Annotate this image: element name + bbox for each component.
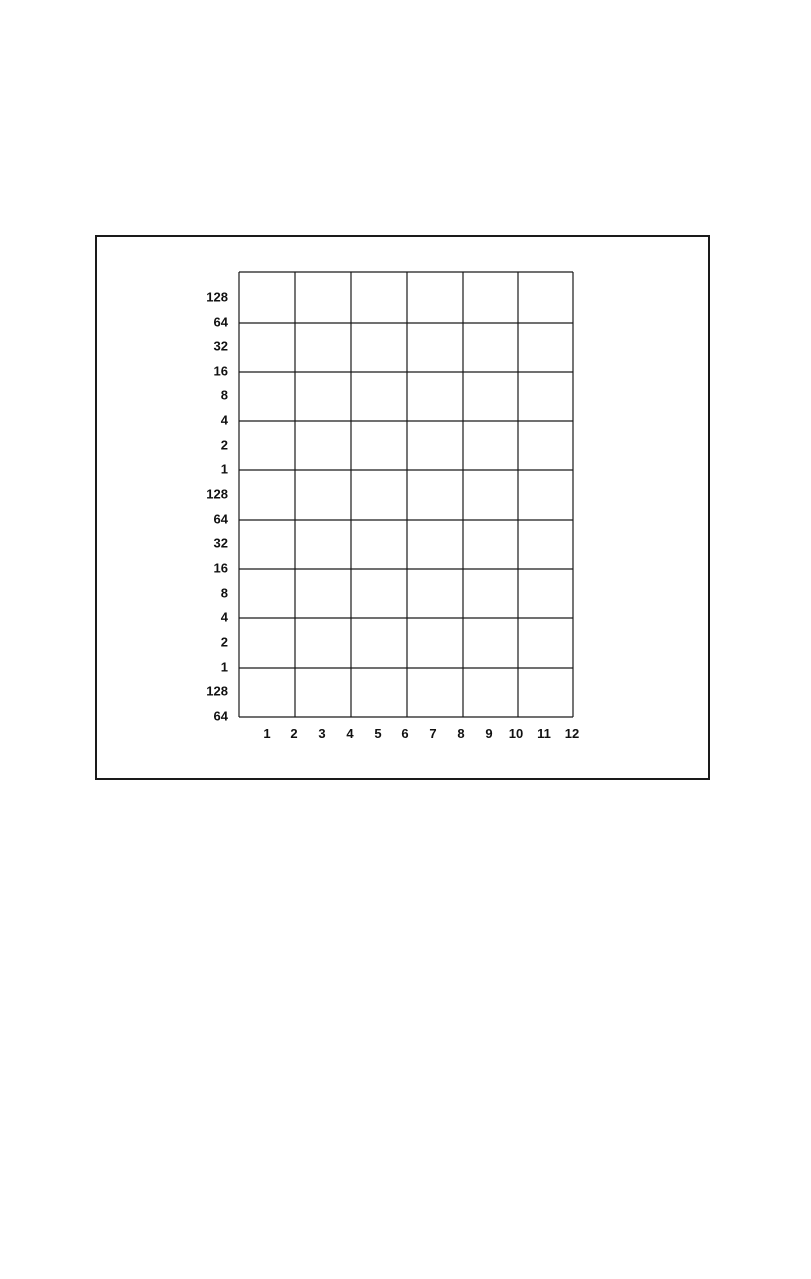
grid-lines: [239, 272, 573, 717]
column-number-label: 1: [263, 726, 271, 741]
row-weight-label: 1: [220, 461, 228, 477]
row-weight-label: 32: [213, 338, 228, 354]
row-weight-label: 64: [213, 511, 228, 527]
row-weight-label: 32: [213, 535, 228, 551]
row-weight-label: 16: [213, 560, 228, 576]
column-number-label: 4: [346, 726, 354, 741]
row-weight-label: 8: [220, 585, 228, 601]
row-weight-label: 128: [206, 289, 228, 305]
row-weight-label: 1: [220, 659, 228, 675]
row-weight-label: 8: [220, 387, 228, 403]
column-number-label: 3: [318, 726, 326, 741]
row-weight-label: 4: [220, 412, 228, 428]
row-weight-label: 128: [206, 486, 228, 502]
column-number-label: 9: [485, 726, 493, 741]
column-number-label: 2: [290, 726, 298, 741]
column-number-label: 6: [401, 726, 409, 741]
row-weight-label: 4: [220, 609, 228, 625]
row-weight-label: 64: [213, 708, 228, 724]
column-number-label: 5: [374, 726, 382, 741]
row-weight-label: 2: [220, 634, 228, 650]
column-number-label: 10: [508, 726, 524, 741]
column-number-label: 8: [457, 726, 465, 741]
column-number-label: 7: [429, 726, 437, 741]
row-labels: [206, 290, 228, 724]
row-weight-label: 16: [213, 363, 228, 379]
column-number-label: 11: [537, 726, 551, 741]
column-number-label: 12: [564, 726, 580, 741]
row-weight-label: 2: [220, 437, 228, 453]
row-weight-label: 128: [206, 683, 228, 699]
row-weight-label: 64: [213, 314, 228, 330]
column-labels: [263, 726, 579, 741]
